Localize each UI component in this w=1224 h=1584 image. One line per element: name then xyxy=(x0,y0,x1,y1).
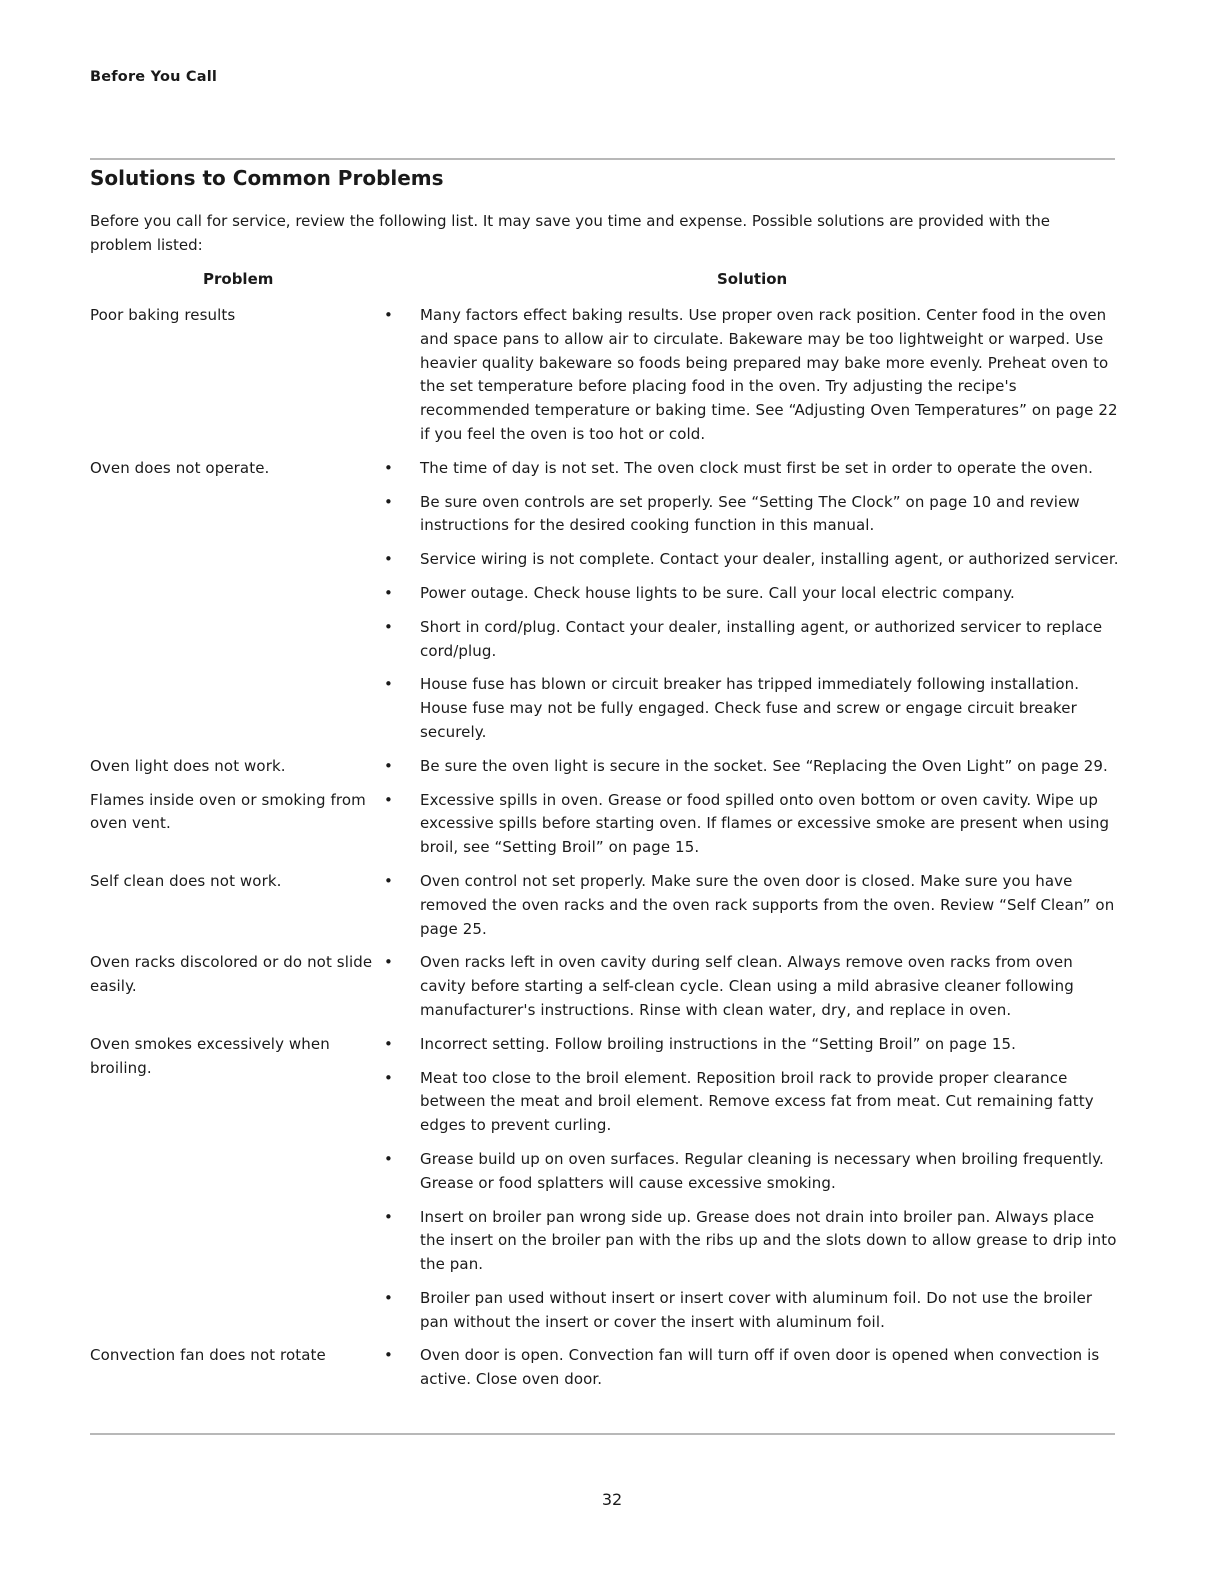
bullet-icon: • xyxy=(384,458,393,477)
section-header: Before You Call xyxy=(90,69,218,85)
solution-item xyxy=(380,616,1120,664)
problem-column-header: Problem xyxy=(203,270,274,288)
solution-item xyxy=(380,951,1120,1022)
bullet-icon: • xyxy=(384,1149,393,1168)
solution-text: Meat too close to the broil element. Reposition broil rack to provide proper clearance between the meat and broil element. Remove excess fat from meat. Cut remaining fatty edges to prevent curling. xyxy=(420,1068,1094,1135)
solution-text: Service wiring is not complete. Contact your dealer, installing agent, or authorized servicer. xyxy=(420,550,1119,569)
bullet-icon: • xyxy=(384,871,393,890)
bullet-icon: • xyxy=(384,1068,393,1087)
bullet-icon: • xyxy=(384,617,393,636)
bullet-icon: • xyxy=(384,583,393,602)
solution-list xyxy=(380,1033,1120,1335)
problems-table xyxy=(90,304,1120,1402)
solution-text: Oven control not set properly. Make sure the oven door is closed. Make sure you have removed the oven racks and the oven rack supports from the oven. Review “Self Clean” on page 25. xyxy=(420,871,1115,938)
solution-item xyxy=(380,1148,1120,1196)
solution-text: House fuse has blown or circuit breaker has tripped immediately following installation. House fuse may not be fully engaged. Check fuse and screw or engage circuit breaker securely. xyxy=(420,675,1080,741)
page-number: 32 xyxy=(601,1490,623,1509)
solution-column-header: Solution xyxy=(717,270,788,288)
solution-list xyxy=(380,457,1120,745)
bullet-icon: • xyxy=(384,492,393,511)
bullet-icon: • xyxy=(384,306,393,324)
solution-list xyxy=(380,304,1120,447)
problem-row xyxy=(90,870,1120,941)
solution-item xyxy=(380,870,1120,941)
problem-text: Oven light does not work. xyxy=(90,756,286,775)
problem-text: Poor baking results xyxy=(90,306,236,324)
solution-text: Grease build up on oven surfaces. Regular cleaning is necessary when broiling frequently. Grease or food splatters will cause excessive smoking. xyxy=(420,1149,1104,1192)
solution-item xyxy=(380,673,1120,744)
solution-text: The time of day is not set. The oven clock must first be set in order to operate the oven. xyxy=(420,458,1093,477)
solution-item xyxy=(380,304,1120,447)
solution-list xyxy=(380,755,1120,779)
solution-text: Oven door is open. Convection fan will turn off if oven door is opened when convection is active. Close oven door. xyxy=(420,1346,1100,1389)
solution-list xyxy=(380,1344,1120,1392)
solution-text: Insert on broiler pan wrong side up. Grease does not drain into broiler pan. Always place the insert on the broiler pan with the ribs up and the slots down to allow grease to drip into the pan. xyxy=(420,1207,1117,1274)
bullet-icon: • xyxy=(384,1034,393,1053)
solution-list xyxy=(380,870,1120,941)
problem-text: Oven smokes excessively when broiling. xyxy=(90,1034,330,1077)
bullet-icon: • xyxy=(384,756,393,775)
solution-text: Many factors effect baking results. Use proper oven rack position. Center food in the oven and space pans to allow air to circulate. Bakeware may be too lightweight or warped. Use heavier quality bakeware so foods being prepared may bake more evenly. Preheat oven to the set temperature before placing food in the oven. Try adjusting the recipe's recommended temperature or baking time. See “Adjusting Oven Temperatures” on page 22 if you feel the oven is too hot or cold. xyxy=(420,306,1118,443)
solution-item xyxy=(380,789,1120,860)
problem-row xyxy=(90,789,1120,860)
solution-item xyxy=(380,1206,1120,1277)
problem-row xyxy=(90,755,1120,779)
problem-row xyxy=(90,1033,1120,1335)
problem-text: Flames inside oven or smoking from oven vent. xyxy=(90,790,366,833)
problem-text: Oven does not operate. xyxy=(90,458,270,477)
page-title: Solutions to Common Problems xyxy=(90,166,444,190)
solution-text: Be sure oven controls are set properly. See “Setting The Clock” on page 10 and review instructions for the desired cooking function in this manual. xyxy=(420,492,1080,535)
problem-row xyxy=(90,304,1120,447)
bullet-icon: • xyxy=(384,953,393,972)
solution-item xyxy=(380,582,1120,606)
problem-text: Oven racks discolored or do not slide easily. xyxy=(90,953,373,996)
bullet-icon: • xyxy=(384,550,393,569)
solution-list xyxy=(380,789,1120,860)
solution-item xyxy=(380,1033,1120,1057)
solution-text: Short in cord/plug. Contact your dealer, installing agent, or authorized servicer to replace cord/plug. xyxy=(420,617,1103,660)
bullet-icon: • xyxy=(384,1346,393,1365)
solution-text: Power outage. Check house lights to be sure. Call your local electric company. xyxy=(420,583,1015,602)
bullet-icon: • xyxy=(384,675,393,694)
problem-row xyxy=(90,457,1120,745)
solution-text: Incorrect setting. Follow broiling instructions in the “Setting Broil” on page 15. xyxy=(420,1034,1017,1053)
bullet-icon: • xyxy=(384,1288,393,1307)
bottom-divider xyxy=(90,1433,1115,1435)
solution-text: Be sure the oven light is secure in the socket. See “Replacing the Oven Light” on page 29. xyxy=(420,756,1108,775)
solution-item xyxy=(380,1344,1120,1392)
solution-item xyxy=(380,1287,1120,1335)
solution-text: Oven racks left in oven cavity during self clean. Always remove oven racks from oven cavity before starting a self-clean cycle. Clean using a mild abrasive cleaner following manufacturer's instructions. Rinse with clean water, dry, and replace in oven. xyxy=(420,953,1074,1019)
problem-text: Convection fan does not rotate xyxy=(90,1346,326,1365)
problem-text: Self clean does not work. xyxy=(90,871,282,890)
solution-text: Excessive spills in oven. Grease or food spilled onto oven bottom or oven cavity. Wipe up excessive spills before starting oven. If flames or excessive smoke are present when using broil, see “Setting Broil” on page 15. xyxy=(420,790,1110,857)
intro-paragraph: Before you call for service, review the following list. It may save you time and expense. Possible solutions are provided with the problem listed: xyxy=(90,212,1050,254)
solution-item xyxy=(380,491,1120,539)
solution-item xyxy=(380,755,1120,779)
problem-row xyxy=(90,951,1120,1022)
solution-text: Broiler pan used without insert or insert cover with aluminum foil. Do not use the broiler pan without the insert or cover the insert with aluminum foil. xyxy=(420,1288,1093,1331)
solution-list xyxy=(380,951,1120,1022)
bullet-icon: • xyxy=(384,790,393,809)
problem-row xyxy=(90,1344,1120,1392)
solution-item xyxy=(380,1067,1120,1138)
top-divider xyxy=(90,158,1115,160)
bullet-icon: • xyxy=(384,1207,393,1226)
solution-item xyxy=(380,548,1120,572)
solution-item xyxy=(380,457,1120,481)
